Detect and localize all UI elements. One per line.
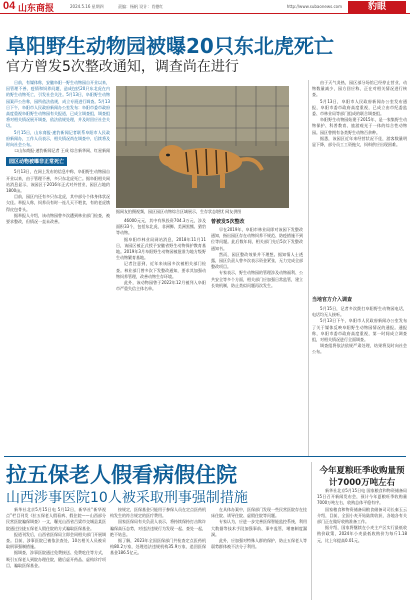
paper-name: 山东商报 — [18, 4, 55, 14]
sidebar-headline: 今年夏粮旺季收购量预计7000万吨左右 — [319, 466, 405, 488]
paragraph: 记者注意到，近年来该园多次被相关部门检查。林业部门曾多次下发整改通知，要求其加强动物饲养管理，改善动物生存环境。 — [116, 261, 206, 279]
story2-headline: 拉五保老人假看病假住院 — [6, 463, 237, 487]
byline: ☐山东商报·速豹新闻记者 王成 综合新华网、红星新闻 — [14, 148, 110, 154]
section-divider — [4, 456, 406, 457]
paragraph: 目前，园区内还有多只东北虎，其中部分个体身体状况欠佳。举报人称，饲养员有时一连几天不喂食，有的老虎饿得皮包骨头。 — [6, 194, 110, 212]
tiger-photo — [116, 86, 289, 208]
paragraph: 报道刊发后，山西省医保局立即会同相关部门开展调查。目前，涉事医院已被依法查处，10名相关人员被采取刑事强制措施。 — [6, 531, 106, 550]
subsection-title: 当地官方介入调查 — [312, 297, 353, 303]
issue-date: 2024.5.16 星期四 — [70, 4, 104, 9]
paragraph: 专家认为，应进一步完善医保智能监控系统，利用大数据等技术手段加强事前、事中监管，堵塞制度漏洞。 — [211, 519, 307, 537]
story2-column-1 — [6, 507, 106, 600]
paragraph: 在具体办案中，医保部门发现一些民营医院存在挂床住院、诱导住院、虚假住院等问题。 — [211, 507, 307, 519]
paragraph: 阜阳野生动物园始建于2015年，是一家集野生动物保护、科普教育、旅游观光于一体的综合性动物园。园区曾拥有各类野生动物百余种。 — [312, 117, 407, 135]
paragraph: 新华社北京5月15日电 5月12日，新华社“新华视点”栏目刊发《拉五保老人假看病、假住院——山西部分民营医院骗保调查》一文，曝光山西省吕梁市交城县某医院通过拉拢五保老人假住院的方式骗取医保基金。 — [6, 507, 106, 531]
paragraph: 据了解，2023年全国医保部门共检查定点医药机构80.2万家，处理违法违规机构35.9万家，追回医保基金186.5亿元。 — [110, 538, 206, 556]
paragraph: 5月13日，在网上发布的信息中称，阜阳野生动物园自开业以来，由于管理不善，多只东北虎死亡。据阜阳相关网站消息显示，该园区于2016年正式对外营业，园区占地约1800亩。 — [6, 169, 110, 194]
paragraph: 早在2019年，阜阳市林业局即对该园下发整改通知，指出园区存在动物饲养不规范、防疫措施不到位等问题。此后数年间，相关部门先后5次下发整改通知书。 — [211, 227, 303, 251]
paragraph: 由于天气炎热，园区部分场馆已经停止营业，动物数量减少，园方回应称，正在对相关情况进行核查。 — [312, 80, 407, 98]
story1-column-3 — [211, 218, 303, 456]
story1-lede: 日前，有媒体称，安徽阜阳一野生动物园自开业以来，因管理不善、疫情和饲养问题，造成包括20只东北虎在内的野生动物死亡，引发社会关注。5月13日，阜阳野生动物园案声公告称，园所依法依规，成立专班进行调查。5月13日下午，阜阳市人民政府新闻办公室发布：阜阳市委市政府高度重视阜阳野生动物园有关报道，已成立调查组，调查组将对相关情况展开调查，依法依规处理，并及时回应社会关切。 — [6, 80, 110, 129]
sidebar-body — [317, 488, 407, 600]
site-url[interactable]: http://www.subaonews.com — [286, 4, 342, 9]
story1-column-4 — [312, 80, 407, 250]
masthead — [0, 0, 410, 14]
paragraph: 国家粮食和物资储备局粮食储备司司长秦玉云介绍，目前，全国小麦开始陆续收获，各地各有关部门正在做好收购准备工作。 — [317, 506, 407, 525]
paragraph: 5月15日，山东商报·速豹新闻记者联系阜阳市人民政府新闻办，工作人员表示，相关情况尚在调查中，后续将及时向社会公布。 — [6, 129, 110, 148]
page-number: 04 — [3, 0, 16, 12]
story2-subhead: 山西涉事医院10人被采取刑事强制措施 — [6, 490, 248, 506]
section-brand: 豹眼 — [348, 1, 406, 14]
paragraph: 国家医保局有关负责人表示，将持续保持打击欺诈骗保高压态势，对违法违规行为发现一起、查处一起，绝不姑息。 — [110, 519, 206, 537]
paragraph: 调查组将依法依规严肃处理，结果将及时向社会公布。 — [312, 343, 407, 355]
paragraph: 46000元元，其中有纵投资704.3万元，涉及面积33个，包括东北虎、非洲狮、美洲黑熊、猎豹等动物。 — [116, 218, 206, 236]
paragraph: 5月13日，阜阳市人民政府新闻办公室发布通报，阜阳市委市政府高度重视，已成立由市纪委监委、市林业局等部门组成的联合调查组。 — [312, 98, 407, 117]
story1-column-1 — [6, 80, 110, 456]
paragraph: 然而，园区整改效果并不理想。据知情人士透露，园区负责人曾多次表示资金紧张，无力完成全部整改项目。 — [211, 251, 303, 270]
story2-column-3 — [211, 507, 307, 600]
photo-caption: 据网友拍摄视频，园区园区动物综合区域展示，生存状态堪忧 网友供图 — [116, 209, 242, 214]
paragraph: 按规定，医保基金只能用于参保人员在定点医药机构发生的符合规定的医疗费用。 — [110, 507, 206, 519]
tiger-photo-image — [116, 86, 289, 208]
editor-credit: 责编：杨帆 设计：肖德红 — [118, 4, 164, 9]
subsection-title: 曾被发5次整改 — [211, 219, 245, 225]
main-subhead: 官方曾发5次整改通知，调查尚在进行 — [6, 59, 239, 75]
story1-column-2 — [116, 218, 206, 456]
subsection-title: 园区动物被曝非正常死亡 — [6, 157, 67, 166]
main-headline: 阜阳野生动物园被曝20只东北虎死亡 — [6, 34, 334, 58]
paragraph: 5月13日下午，阜阳市人民政府新闻办公室发布了关于媒体反映阜阳野生动物园情况的通报。通报称，阜阳市委市政府高度重视，第一时间成立调查组，对相关情况进行全面调查。 — [312, 318, 407, 343]
column-divider — [311, 462, 312, 600]
paragraph: 专家表示，野生动物园的管理涉及动物福利、公共安全等多个方面，相关部门应加强日常监管，建立长效机制，防止类似问题再次发生。 — [211, 270, 303, 288]
paragraph: 据调查，涉事医院通过免费接送、免费吃住等方式，吸引五保老人到院办理住院，随后虚开药品、虚构诊疗项目，骗取医保基金。 — [6, 550, 106, 568]
paragraph: 此外，该动物园曾于2022年12月被列入阜阳市严重失信主体名单。 — [116, 280, 206, 292]
paragraph: 据举报人介绍，该动物园曾多次遭到林业部门检查，被要求整改，但情况一直未改善。 — [6, 212, 110, 225]
column-divider — [308, 80, 309, 456]
paragraph: 据阜阳市林业局网站消息，2018年11月11日，该园区被正式授予安徽省野生动物保护教育基地。2019年3月阜阳野生动物园被批准为地方级野生动物繁育基地。 — [116, 236, 206, 261]
paragraph: 据介绍，国家将继续在小麦主产区实行最低收购价政策，2024年小麦最低收购价为每斤1.18元，比上年提高0.01元。 — [317, 525, 407, 543]
paragraph: 据悉，该园区近年来经营状况不佳，游客数量明显下降，部分员工工资拖欠，饲料供应出现困难。 — [312, 135, 407, 148]
paragraph: 新华社北京5月15日电 国家粮食和物资储备局15日召开新闻发布会，预计今年夏粮旺季收购量7000万吨左右，收购总体平稳有序。 — [317, 488, 407, 506]
story1-column-5 — [312, 306, 407, 456]
paragraph: 此外，应加强对特殊人群的保护，防止五保老人等弱势群体被不法分子利用。 — [211, 538, 307, 550]
paragraph: 5月15日，记者多次拨打阜阳野生动物园电话，电话均无人接听。 — [312, 306, 407, 318]
story2-column-2 — [110, 507, 206, 600]
